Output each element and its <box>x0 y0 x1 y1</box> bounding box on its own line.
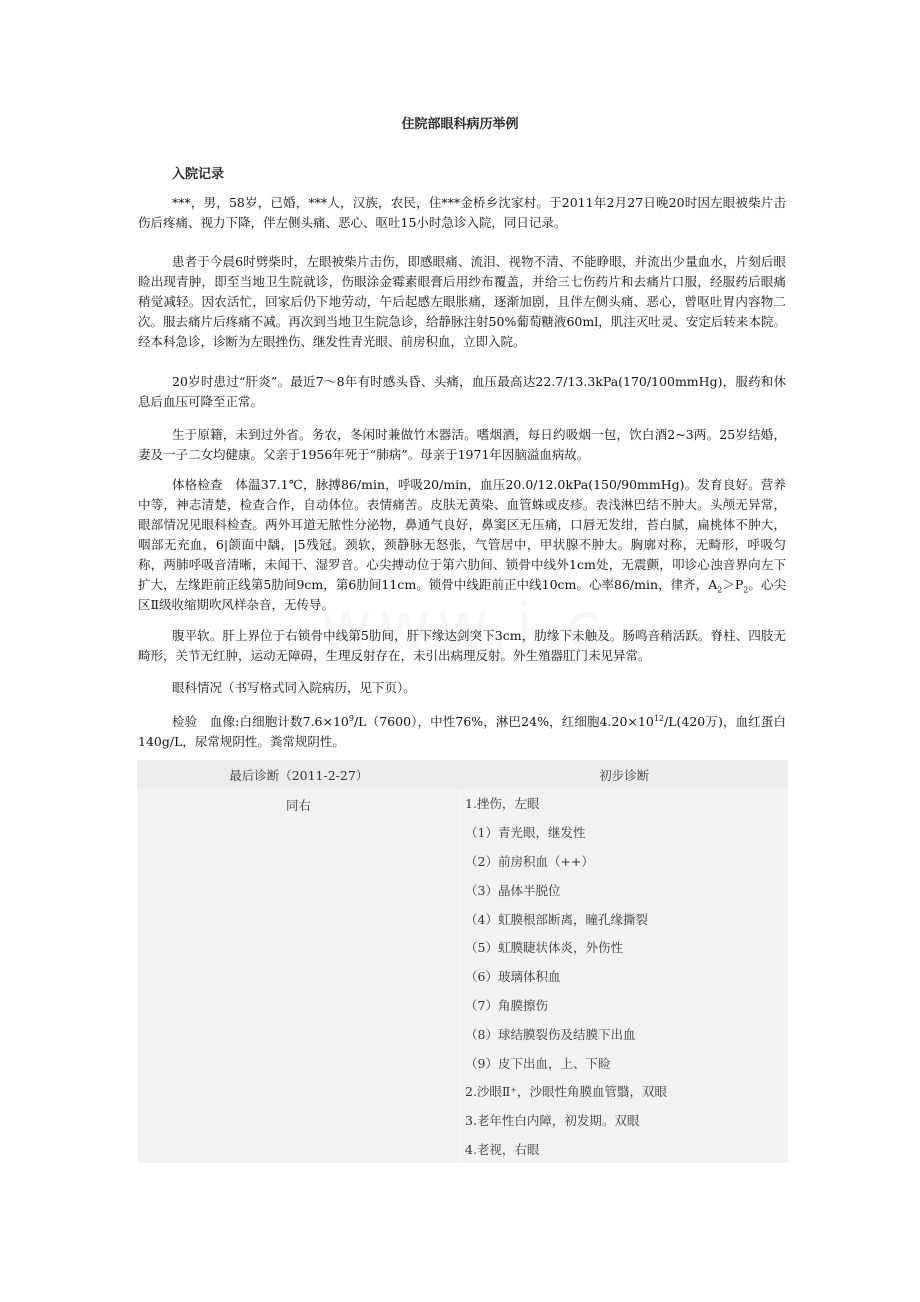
paragraph-past-history: 20岁时患过“肝炎”。最近7～8年有时感头昏、头痛，血压最高达22.7/13.3kPa(170/100mmHg)，服药和休息后血压可降至正常。 <box>138 374 786 409</box>
lab-text-3: /L(420万)，血红蛋白140g/L，尿常规阴性。粪常规阴性。 <box>138 714 786 749</box>
final-diagnosis-header: 最后诊断（2011-2-27） <box>137 760 461 789</box>
lab-text: 检验 血像:白细胞计数7.6×10 <box>172 714 349 729</box>
diagnosis-item: 4.老视，右眼 <box>465 1141 540 1157</box>
paragraph-patient-info: ***，男，58岁，已婚，***人，汉族，农民，住***金桥乡沈家村。于2011年2月27日晚20时因左眼被柴片击伤后疼痛、视力下降，伴左侧头痛、恶心、呕吐15小时急诊入院，同日记录。 <box>138 195 786 230</box>
diagnosis-table <box>137 760 788 1163</box>
physical-exam-text-3: 。心尖区Ⅱ级收缩期吹风样杂音，无传导。 <box>138 577 786 612</box>
paragraph-history: 患者于今晨6时劈柴时，左眼被柴片击伤，即感眼痛、流泪、视物不清、不能睁眼，并流出少量血水，片刻后眼睑出现青肿，即至当地卫生院就诊，伤眼涂金霉素眼膏后用纱布覆盖，并给三七伤药片和去痛片口服，经服药后眼痛稍觉减轻。因农活忙，回家后仍下地劳动，午后起感左眼胀痛，逐渐加剧，且伴左侧头痛、恶心，曾呕吐胃内容物二次。服去痛片后疼痛不减。再次到当地卫生院急诊，给静脉注射50%葡萄糖液60ml，肌注灭吐灵、安定后转来本院。经本科急诊，诊断为左眼挫伤、继发性青光眼、前房积血，立即入院。 <box>138 254 786 349</box>
final-diagnosis-value: 同右 <box>137 789 461 1163</box>
subscript: 2 <box>717 585 723 595</box>
section-heading: 入院记录 <box>172 167 225 182</box>
diagnosis-item: （3）晶体半脱位 <box>465 882 561 898</box>
diagnosis-item: （8）球结膜裂伤及结膜下出血 <box>465 1026 636 1042</box>
physical-exam-text-2: ＞P <box>722 577 744 592</box>
diagnosis-item: （9）皮下出血，上、下睑 <box>465 1055 611 1071</box>
lab-text-2: /L（7600），中性76%，淋巴24%，红细胞4.20×10 <box>353 714 654 729</box>
paragraph-physical-exam <box>138 475 786 615</box>
paragraph-lab-tests <box>138 712 786 752</box>
diagnosis-item: （5）虹膜睫状体炎，外伤性 <box>465 940 623 956</box>
diagnosis-item: 2.沙眼Ⅱ⁺，沙眼性角膜血管翳，双眼 <box>465 1084 668 1100</box>
paragraph-abdomen: 腹平软。肝上界位于右锁骨中线第5肋间，肝下缘达剑突下3cm，肋缘下未触及。肠鸣音稍活跃。脊柱、四肢无畸形，关节无红肿，运动无障碍，生理反射存在，未引出病理反射。外生殖器肛门未见异常。 <box>138 628 786 663</box>
diagnosis-item: 3.老年性白内障，初发期。双眼 <box>465 1113 640 1129</box>
diagnosis-item: （6）玻璃体积血 <box>465 969 561 985</box>
superscript: 12 <box>653 713 664 723</box>
diagnosis-item: （4）虹膜根部断离，瞳孔缘撕裂 <box>465 911 648 927</box>
diagnosis-item: 1.挫伤，左眼 <box>465 796 540 812</box>
diagnosis-item: （7）角膜擦伤 <box>465 997 548 1013</box>
page-title: 住院部眼科病历举例 <box>401 117 519 132</box>
paragraph-personal-history: 生于原籍，未到过外省。务农，冬闲时兼做竹木器活。嗜烟酒，每日约吸烟一包，饮白酒2~3两。25岁结婚，妻及一子二女均健康。父亲于1956年死于“肺病”。母亲于1971年因脑溢血病故。 <box>138 427 786 462</box>
diagnosis-item: （2）前房积血（++） <box>465 853 594 869</box>
initial-diagnosis-header: 初步诊断 <box>461 760 789 789</box>
superscript: 9 <box>348 713 354 723</box>
paragraph-eye-status: 眼科情况（书写格式同入院病历，见下页）。 <box>172 680 416 695</box>
diagnosis-item: （1）青光眼，继发性 <box>465 825 586 841</box>
subscript: 2 <box>743 585 749 595</box>
physical-exam-text: 体格检查 体温37.1℃，脉搏86/min，呼吸20/min，血压20.0/12.0kPa(150/90mmHg)。发育良好。营养中等，神志清楚，检查合作，自动体位。表情痛苦。皮肤无黄染、血管蛛或皮疹。表浅淋巴结不肿大。头颅无异常，眼部情况见眼科检查。两外耳道无脓性分泌物，鼻通气良好，鼻窦区无压痛，口唇无发绀，苔白腻，扁桃体不肿大，咽部无充血，6|颌面中龋，|5残冠。颈软，颈静脉无怒张，气管居中，甲状腺不肿大。胸廓对称，无畸形，呼吸匀称，两肺呼吸音清晰，未闻干、湿罗音。心尖搏动位于第六肋间、锁骨中线外1cm处，无震颤，叩诊心浊音界向左下扩大，左缘距前正线第5肋间9cm，第6肋间11cm。锁骨中线距前正中线10cm。心率86/min，律齐，A <box>138 477 786 592</box>
